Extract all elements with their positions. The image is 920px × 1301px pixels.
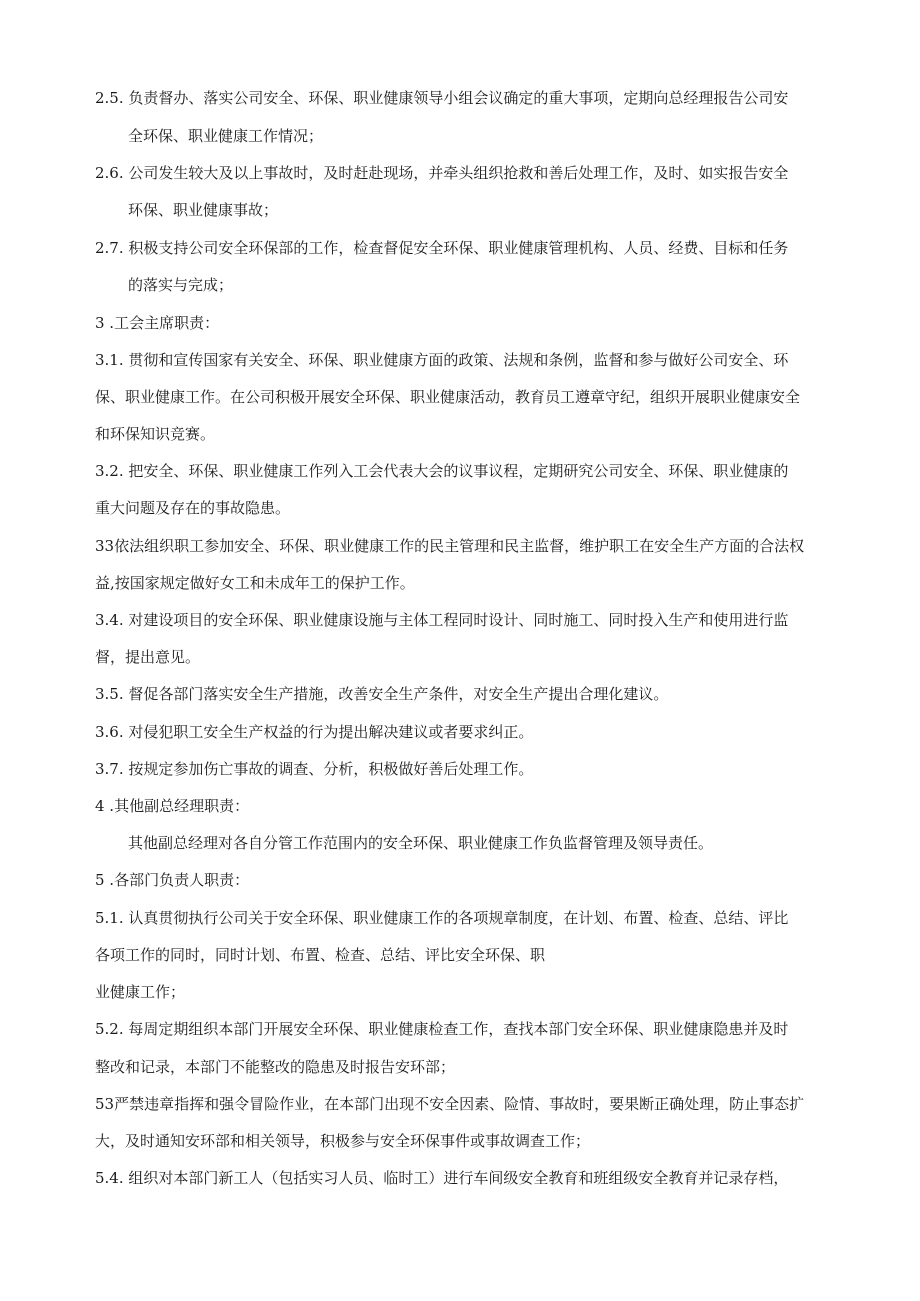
text-line-5-1-cont: 业健康工作； [95, 983, 186, 1001]
text-line-5-4: 5.4. 组织对本部门新工人（包括实习人员、临时工）进行车间级安全教育和班组级安全教育并记录存档， [95, 1169, 789, 1187]
section-heading-5: 5 .各部门负责人职责： [95, 871, 250, 889]
text-line-2-5-cont: 全环保、职业健康工作情况； [128, 127, 324, 145]
text-line-3-3: 33依法组织职工参加安全、环保、职业健康工作的民主管理和民主监督，维护职工在安全生产方面的合法权 [95, 537, 805, 555]
text-line-5-2-cont: 整改和记录，本部门不能整改的隐患及时报告安环部； [95, 1058, 456, 1076]
text-line-5-3: 53严禁违章指挥和强令冒险作业，在本部门出现不安全因素、险情、事故时，要果断正确处理，防止事态扩 [95, 1095, 805, 1113]
text-line-3-1-cont: 和环保知识竞赛。 [95, 425, 216, 443]
section-heading-3: 3 .工会主席职责： [95, 314, 220, 332]
text-line-3-4: 3.4. 对建设项目的安全环保、职业健康设施与主体工程同时设计、同时施工、同时投入生产和使用进行监 [95, 611, 789, 629]
text-line-3-3-cont: 益,按国家规定做好女工和未成年工的保护工作。 [95, 574, 415, 592]
text-line-4-body: 其他副总经理对各自分管工作范围内的安全环保、职业健康工作负监督管理及领导责任。 [128, 834, 714, 852]
text-line-2-6: 2.6. 公司发生较大及以上事故时，及时赶赴现场，并牵头组织抢救和善后处理工作，及时、如实报告安全 [95, 164, 789, 182]
text-line-5-1: 5.1. 认真贯彻执行公司关于安全环保、职业健康工作的各项规章制度，在计划、布置、检查、总结、评比 [95, 909, 789, 927]
text-line-3-2: 3.2. 把安全、环保、职业健康工作列入工会代表大会的议事议程，定期研究公司安全、环保、职业健康的 [95, 462, 789, 480]
text-line-3-6: 3.6. 对侵犯职工安全生产权益的行为提出解决建议或者要求纠正。 [95, 723, 534, 741]
text-line-3-2-cont: 重大问题及存在的事故隐患。 [95, 499, 291, 517]
text-line-2-7: 2.7. 积极支持公司安全环保部的工作，检查督促安全环保、职业健康管理机构、人员、经费、目标和任务 [95, 239, 789, 257]
text-line-5-3-cont: 大，及时通知安环部和相关领导，积极参与安全环保事件或事故调查工作； [95, 1132, 591, 1150]
text-line-2-7-cont: 的落实与完成； [128, 276, 234, 294]
section-heading-4: 4 .其他副总经理职责： [95, 797, 250, 815]
text-line-3-1: 3.1. 贯彻和宣传国家有关安全、环保、职业健康方面的政策、法规和条例，监督和参与做好公司安全、环 [95, 351, 789, 369]
text-line-3-7: 3.7. 按规定参加伤亡事故的调查、分析，积极做好善后处理工作。 [95, 760, 534, 778]
text-line-5-2: 5.2. 每周定期组织本部门开展安全环保、职业健康检查工作，查找本部门安全环保、职业健康隐患并及时 [95, 1020, 789, 1038]
text-line-2-6-cont: 环保、职业健康事故； [128, 201, 279, 219]
text-line-2-5: 2.5. 负责督办、落实公司安全、环保、职业健康领导小组会议确定的重大事项，定期向总经理报告公司安 [95, 89, 789, 107]
text-line-3-5: 3.5. 督促各部门落实安全生产措施，改善安全生产条件，对安全生产提出合理化建议。 [95, 685, 669, 703]
text-line-3-4-cont: 督，提出意见。 [95, 648, 201, 666]
text-line-5-1-cont: 各项工作的同时，同时计划、布置、检查、总结、评比安全环保、职 [95, 946, 546, 964]
text-line-3-1-cont: 保、职业健康工作。在公司积极开展安全环保、职业健康活动，教育员工遵章守纪，组织开展职业健康安全 [95, 388, 801, 406]
